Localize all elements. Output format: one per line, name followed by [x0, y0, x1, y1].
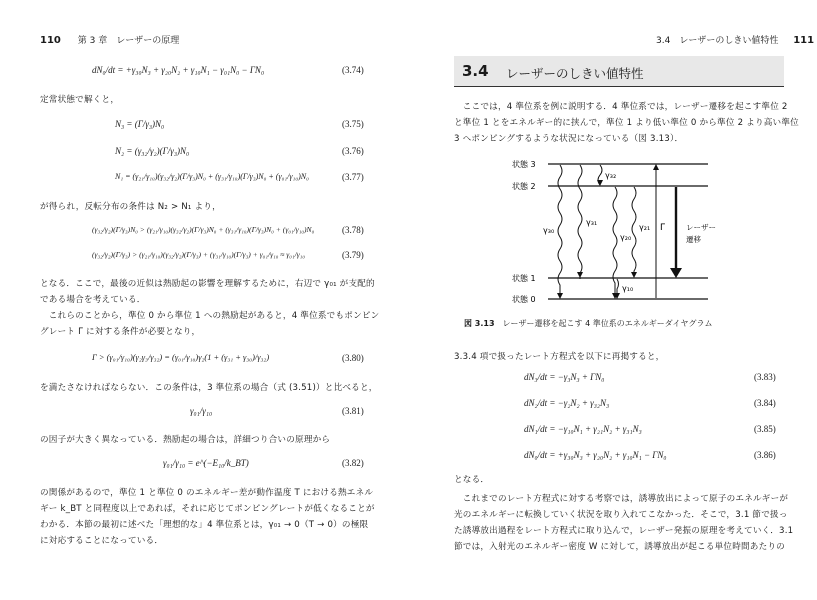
paragraph-4-line-1: これらのことから，準位 0 から準位 1 への熱励起があると，4 準位系でもポンピン	[40, 311, 380, 321]
equation-number-3-75: (3.75)	[342, 119, 364, 129]
closing-line-2: 光のエネルギーに転換していく状況を取り入れてこなかった．そこで，3.1 節で扱っ	[454, 510, 788, 520]
level-3-label: 状態 3	[512, 160, 536, 169]
section-number: 3.4	[462, 62, 489, 80]
equation-number-3-77: (3.77)	[342, 172, 364, 182]
intro-line-2: と準位 1 とをエネルギー的に挟んで，準位 1 より低い準位 0 から準位 2 より高い準位	[454, 118, 799, 128]
closing-line-3: た誘導放出過程をレート方程式に取り込んで，レーザー発振の原理を考えていく．3.1	[454, 526, 794, 536]
equation-3-83: dN₃/dt = −γ₃N₃ + ΓN₀	[524, 372, 605, 382]
paragraph-7-line-1: の関係があるので，準位 1 と準位 0 のエネルギー差が動作温度 T における熱エネル	[40, 488, 374, 498]
energy-level-diagram	[408, 150, 817, 310]
left-page	[0, 0, 408, 600]
figure-caption	[464, 318, 712, 329]
right-page-header	[656, 33, 814, 46]
rate-gamma-10: γ₁₀	[622, 284, 634, 293]
equation-3-85: dN₁/dt = −γ₁₀N₁ + γ₂₁N₂ + γ₃₁N₃	[524, 424, 642, 434]
paragraph-1: 定常状態で解くと，	[40, 95, 120, 105]
decay-31-arrowhead	[577, 272, 583, 278]
decay-30-arrowhead	[557, 293, 563, 299]
after-equations-text: となる．	[454, 475, 490, 485]
intro-line-3: 3 へポンピングするような状況になっている（図 3.13）．	[454, 134, 684, 144]
closing-line-1: これまでのレート方程式に対する考察では，誘導放出によって原子のエネルギーが	[454, 494, 789, 504]
laser-transition-arrowhead	[670, 268, 682, 278]
section-heading	[454, 56, 784, 87]
right-page	[408, 0, 817, 600]
paragraph-3-line-2: である場合を考えている．	[40, 295, 146, 305]
paragraph-7-line-4: に対応することになっている．	[40, 536, 164, 546]
running-header: 3.4 レーザーのしきい値特性	[656, 36, 779, 46]
decay-32-arrowhead	[597, 180, 603, 186]
equation-3-86: dN₀/dt = +γ₃₀N₃ + γ₂₀N₂ + γ₁₀N₁ − ΓN₀	[524, 450, 667, 460]
closing-line-4: 節では，入射光のエネルギー密度 W に対して，誘導放出が起こる単位時間あたりの	[454, 542, 785, 552]
pump-arrowhead	[653, 164, 659, 170]
equation-3-82: γ₀₁/γ₁₀ = e^(−E₁₀/k_BT)	[163, 458, 249, 468]
level-2-label: 状態 2	[512, 182, 536, 191]
equation-3-79: (γ₃₂/γ₂)(Γ/γ₃) > (γ₂₁/γ₁₀)(γ₃₂/γ₂)(Γ/γ₃) + (γ₃₁/γ₁₀)(Γ/γ₃) + γ₀₁/γ₁₀ ≈ γ₀₁/γ₁₀	[92, 250, 305, 259]
rate-gamma-20: γ₂₀	[620, 233, 632, 242]
level-1-label: 状態 1	[512, 274, 536, 283]
left-page-number: 110	[40, 35, 61, 46]
section-title: レーザーのしきい値特性	[506, 66, 644, 81]
equation-number-3-85: (3.85)	[754, 424, 776, 434]
chapter-header: 第 3 章 レーザーの原理	[77, 36, 180, 46]
equation-number-3-78: (3.78)	[342, 225, 364, 235]
lead-text: 3.3.4 項で扱ったレート方程式を以下に再掲すると，	[454, 352, 665, 362]
equation-3-80: Γ > (γ₀₁/γ₁₀)(γ₂γ₃/γ₃₂) = (γ₀₁/γ₁₀)γ₂(1 + (γ₃₁ + γ₃₀)/γ₃₂)	[92, 353, 270, 362]
decay-31-arrow	[578, 165, 582, 279]
figure-caption-label: 図 3.13	[464, 319, 495, 328]
equation-number-3-81: (3.81)	[342, 406, 364, 416]
equation-number-3-80: (3.80)	[342, 353, 364, 363]
equation-3-75: N₃ = (Γ/γ₃)N₀	[115, 119, 165, 129]
equation-number-3-79: (3.79)	[342, 250, 364, 260]
equation-3-77: N₁ = (γ₂₁/γ₁₀)(γ₃₂/γ₂)(Γ/γ₃)N₀ + (γ₃₁/γ₁₀)(Γ/γ₃)N₀ + (γ₀₁/γ₁₀)N₀	[115, 172, 309, 181]
paragraph-2: が得られ，反転分布の条件は N₂ > N₁ より，	[40, 202, 221, 212]
level-0-label: 状態 0	[512, 295, 536, 304]
equation-3-76: N₂ = (γ₃₂/γ₂)(Γ/γ₃)N₀	[115, 146, 190, 156]
equation-3-84: dN₂/dt = −γ₂N₂ + γ₃₂N₃	[524, 398, 610, 408]
intro-line-1: ここでは，4 準位系を例に説明する．4 準位系では，レーザー遷移を起こす準位 2	[454, 102, 788, 112]
decay-21-arrow	[632, 187, 636, 277]
equation-3-81: γ₀₁/γ₁₀	[190, 406, 213, 416]
equation-3-78: (γ₃₂/γ₂)(Γ/γ₃)N₀ > (γ₂₁/γ₁₀)(γ₃₂/γ₂)(Γ/γ₃)N₀ + (γ₃₁/γ₁₀)(Γ/γ₃)N₀ + (γ₀₁/γ₁₀)N₀	[92, 225, 315, 234]
paragraph-3-line-1: となる．ここで，最後の近似は熱励起の影響を理解するために，右辺で γ₀₁ が支配的	[40, 279, 375, 289]
decay-21-arrowhead	[631, 272, 637, 278]
equation-number-3-74: (3.74)	[342, 65, 364, 75]
paragraph-5: を満たさなければならない．この条件は，3 準位系の場合（式 (3.51)）と比べると，	[40, 383, 378, 393]
equation-number-3-76: (3.76)	[342, 146, 364, 156]
equation-3-74: dN₀/dt = +γ₃₀N₃ + γ₂₀N₂ + γ₁₀N₁ − γ₀₁N₀ − ΓN₀	[92, 65, 265, 75]
laser-transition-label-1: レーザー	[686, 223, 716, 232]
right-page-number: 111	[793, 35, 815, 46]
paragraph-4-line-2: グレート Γ に対する条件が必要となり，	[40, 327, 201, 337]
equation-number-3-83: (3.83)	[754, 372, 776, 382]
rate-gamma-30: γ₃₀	[543, 226, 555, 235]
decay-20-arrow	[613, 187, 617, 298]
equation-number-3-84: (3.84)	[754, 398, 776, 408]
pump-rate-label: Γ	[660, 223, 666, 233]
figure-caption-text: レーザー遷移を起こす 4 準位系のエネルギーダイヤグラム	[502, 319, 713, 328]
paragraph-6: の因子が大きく異なっている．熱励起の場合は，詳細つり合いの原理から	[40, 435, 331, 445]
paragraph-7-line-3: わかる．本節の最初に述べた「理想的な」4 準位系とは，γ₀₁ → 0（T → 0）の極限	[40, 520, 369, 530]
rate-gamma-31: γ₃₁	[586, 218, 598, 227]
rate-gamma-32: γ₃₂	[605, 171, 617, 180]
laser-transition-label-2: 遷移	[686, 235, 701, 244]
left-page-header	[40, 33, 179, 46]
equation-number-3-86: (3.86)	[754, 450, 776, 460]
paragraph-7-line-2: ギー k_BT と同程度以上であれば，それに応じてポンピングレートが低くなることが	[40, 504, 375, 514]
equation-number-3-82: (3.82)	[342, 458, 364, 468]
rate-gamma-21: γ₂₁	[639, 223, 651, 232]
